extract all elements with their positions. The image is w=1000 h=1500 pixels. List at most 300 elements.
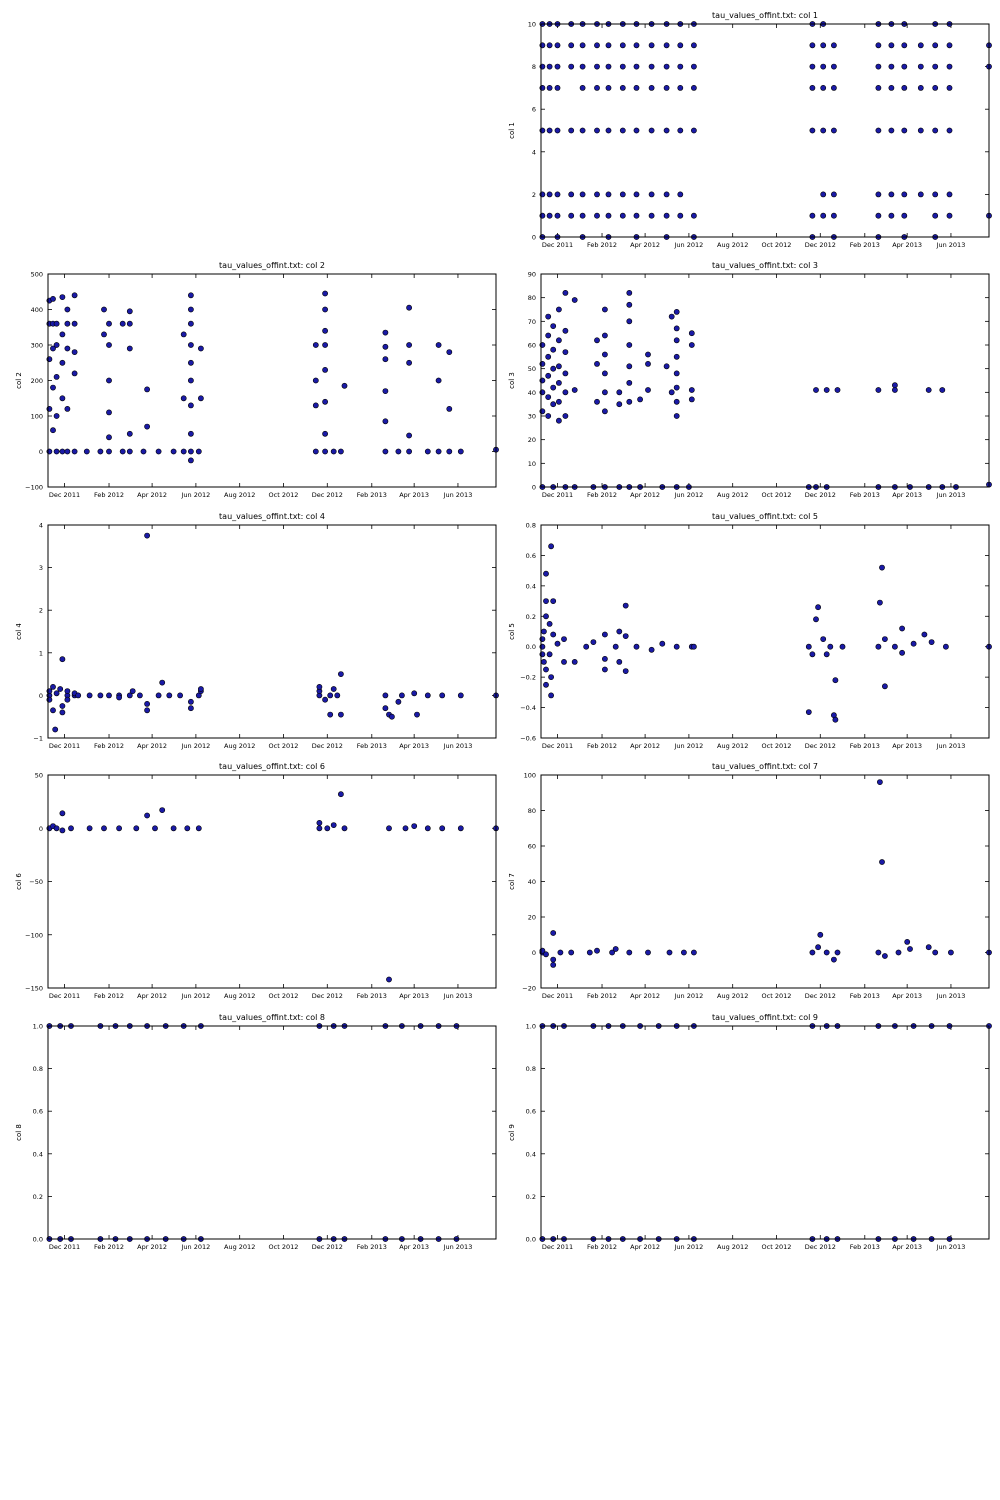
x-tick-label: Feb 2013 <box>849 992 880 1000</box>
y-tick-label: 1.0 <box>32 1022 43 1031</box>
data-point <box>678 128 683 133</box>
data-point <box>72 371 77 376</box>
data-point <box>572 659 577 664</box>
data-point <box>383 330 388 335</box>
data-point <box>667 950 672 955</box>
data-point <box>620 64 625 69</box>
data-point <box>664 364 669 369</box>
x-tick-label: Feb 2013 <box>356 742 387 750</box>
data-point <box>338 792 343 797</box>
data-point <box>627 380 632 385</box>
plot-frame <box>541 274 989 487</box>
y-tick-label: 1.0 <box>525 1022 536 1031</box>
data-point <box>181 332 186 337</box>
data-point <box>876 192 881 197</box>
data-point <box>563 350 568 355</box>
x-tick-label: Feb 2013 <box>849 491 880 499</box>
x-tick-label: Jun 2013 <box>443 992 473 1000</box>
chart-title: tau_values_offint.txt: col 2 <box>219 261 325 270</box>
x-tick-label: Jun 2013 <box>443 742 473 750</box>
y-tick-label: 0.8 <box>525 1065 536 1074</box>
data-point <box>436 378 441 383</box>
data-point <box>634 85 639 90</box>
data-point <box>948 950 953 955</box>
data-point <box>551 632 556 637</box>
x-tick-label: Feb 2012 <box>586 992 618 1000</box>
data-point <box>551 347 556 352</box>
data-point <box>458 693 463 698</box>
y-axis-label: col 7 <box>508 873 516 890</box>
data-point <box>933 85 938 90</box>
data-point <box>613 946 618 951</box>
data-point <box>664 43 669 48</box>
data-point <box>691 128 696 133</box>
data-point <box>65 689 70 694</box>
data-point <box>810 85 815 90</box>
data-point <box>896 950 901 955</box>
data-point <box>145 708 150 713</box>
x-tick-label: Jun 2013 <box>936 241 966 249</box>
data-point <box>833 717 838 722</box>
data-point <box>342 826 347 831</box>
x-tick-label: Apr 2013 <box>399 491 430 499</box>
data-point <box>691 85 696 90</box>
data-point <box>425 449 430 454</box>
data-point <box>323 291 328 296</box>
data-point <box>117 695 122 700</box>
data-point <box>563 290 568 295</box>
x-tick-label: Dec 2011 <box>541 742 574 750</box>
data-point <box>335 693 340 698</box>
y-tick-label: 200 <box>30 377 43 385</box>
chart-title: tau_values_offint.txt: col 4 <box>219 512 325 521</box>
x-tick-label: Oct 2012 <box>268 491 299 499</box>
data-point <box>440 826 445 831</box>
data-point <box>84 449 89 454</box>
y-tick-label: 300 <box>30 341 43 350</box>
data-point <box>323 431 328 436</box>
data-point <box>627 364 632 369</box>
data-point <box>551 962 556 967</box>
y-tick-label: 3 <box>38 564 43 573</box>
x-tick-label: Aug 2012 <box>717 992 749 1000</box>
data-point <box>602 333 607 338</box>
data-point <box>551 957 556 962</box>
y-tick-label: 0.6 <box>525 551 536 560</box>
data-point <box>331 823 336 828</box>
data-point <box>580 64 585 69</box>
data-point <box>580 213 585 218</box>
data-point <box>188 307 193 312</box>
data-point <box>674 371 679 376</box>
data-point <box>106 410 111 415</box>
data-point <box>188 458 193 463</box>
data-point <box>383 357 388 362</box>
data-point <box>396 699 401 704</box>
y-tick-label: 0 <box>531 949 536 957</box>
y-tick-label: 0 <box>38 691 43 700</box>
chart-title: tau_values_offint.txt: col 9 <box>712 1013 818 1022</box>
data-point <box>551 385 556 390</box>
x-tick-label: Feb 2013 <box>849 241 880 249</box>
data-point <box>876 387 881 392</box>
chart-title: tau_values_offint.txt: col 8 <box>219 1013 325 1022</box>
data-point <box>933 128 938 133</box>
data-point <box>313 449 318 454</box>
data-point <box>127 431 132 436</box>
x-tick-label: Oct 2012 <box>761 742 792 750</box>
data-point <box>323 307 328 312</box>
data-point <box>620 128 625 133</box>
chart-panel-1 <box>508 11 992 249</box>
data-point <box>926 387 931 392</box>
chart-panel-7 <box>508 762 992 1000</box>
y-tick-label: 80 <box>527 807 536 815</box>
y-tick-label: −0.4 <box>520 704 536 713</box>
data-point <box>606 43 611 48</box>
data-point <box>674 385 679 390</box>
data-point <box>933 192 938 197</box>
data-point <box>594 361 599 366</box>
data-point <box>60 360 65 365</box>
data-point <box>922 632 927 637</box>
y-tick-label: 70 <box>527 317 536 326</box>
y-tick-label: 0.6 <box>32 1107 43 1116</box>
data-point <box>933 64 938 69</box>
data-points <box>47 291 499 463</box>
chart-title: tau_values_offint.txt: col 6 <box>219 762 325 771</box>
y-tick-label: 100 <box>523 771 536 780</box>
data-point <box>602 352 607 357</box>
data-point <box>399 693 404 698</box>
data-point <box>127 449 132 454</box>
data-point <box>876 85 881 90</box>
data-point <box>555 43 560 48</box>
x-tick-label: Feb 2012 <box>586 241 618 249</box>
y-tick-label: 80 <box>527 294 536 303</box>
data-point <box>407 360 412 365</box>
data-point <box>569 950 574 955</box>
data-point <box>72 321 77 326</box>
data-point <box>547 43 552 48</box>
x-tick-label: Oct 2012 <box>268 1243 299 1251</box>
x-tick-label: Oct 2012 <box>761 491 792 499</box>
data-point <box>65 346 70 351</box>
data-point <box>879 859 884 864</box>
data-point <box>325 826 330 831</box>
x-tick-label: Oct 2012 <box>268 742 299 750</box>
y-tick-label: 400 <box>30 306 43 314</box>
chart-title: tau_values_offint.txt: col 7 <box>712 762 818 771</box>
data-point <box>617 390 622 395</box>
data-point <box>328 693 333 698</box>
x-tick-label: Dec 2012 <box>311 1243 343 1251</box>
data-point <box>669 314 674 319</box>
data-point <box>674 644 679 649</box>
data-point <box>549 693 554 698</box>
x-tick-label: Apr 2013 <box>399 1243 430 1251</box>
x-tick-label: Aug 2012 <box>224 1243 256 1251</box>
data-point <box>940 387 945 392</box>
data-point <box>606 128 611 133</box>
data-point <box>911 641 916 646</box>
data-point <box>824 950 829 955</box>
data-point <box>556 364 561 369</box>
data-point <box>425 693 430 698</box>
data-point <box>840 644 845 649</box>
data-point <box>407 449 412 454</box>
data-point <box>821 637 826 642</box>
plot-frame <box>541 775 989 988</box>
data-point <box>551 930 556 935</box>
data-point <box>691 644 696 649</box>
data-point <box>556 307 561 312</box>
data-point <box>447 449 452 454</box>
data-point <box>816 605 821 610</box>
data-point <box>645 352 650 357</box>
plot-frame <box>48 775 496 988</box>
plot-frame <box>48 1026 496 1239</box>
data-point <box>65 697 70 702</box>
y-tick-label: 40 <box>527 388 536 397</box>
data-point <box>810 64 815 69</box>
data-point <box>72 350 77 355</box>
data-point <box>900 626 905 631</box>
x-tick-label: Apr 2012 <box>630 992 661 1000</box>
data-point <box>563 371 568 376</box>
data-point <box>383 693 388 698</box>
data-point <box>317 684 322 689</box>
data-point <box>331 449 336 454</box>
data-point <box>876 64 881 69</box>
data-point <box>831 957 836 962</box>
data-point <box>198 346 203 351</box>
x-tick-label: Dec 2012 <box>804 1243 836 1251</box>
x-tick-label: Apr 2013 <box>892 742 923 750</box>
x-tick-label: Dec 2012 <box>311 491 343 499</box>
y-tick-label: 0.8 <box>525 521 536 530</box>
data-point <box>551 402 556 407</box>
data-point <box>649 213 654 218</box>
data-point <box>649 192 654 197</box>
data-point <box>810 128 815 133</box>
data-point <box>188 449 193 454</box>
x-tick-label: Aug 2012 <box>717 491 749 499</box>
data-point <box>821 213 826 218</box>
data-point <box>691 64 696 69</box>
data-point <box>60 828 65 833</box>
data-point <box>831 43 836 48</box>
data-point <box>547 64 552 69</box>
data-point <box>127 346 132 351</box>
data-point <box>918 192 923 197</box>
y-axis-label: col 1 <box>508 122 516 139</box>
data-point <box>660 641 665 646</box>
data-point <box>580 85 585 90</box>
data-point <box>933 950 938 955</box>
data-point <box>407 305 412 310</box>
data-point <box>106 342 111 347</box>
data-point <box>386 826 391 831</box>
data-point <box>543 571 548 576</box>
x-tick-label: Apr 2012 <box>630 742 661 750</box>
x-tick-label: Dec 2011 <box>48 992 81 1000</box>
data-point <box>810 950 815 955</box>
data-point <box>555 128 560 133</box>
data-point <box>50 385 55 390</box>
data-point <box>120 321 125 326</box>
x-tick-label: Feb 2012 <box>93 992 125 1000</box>
x-tick-label: Apr 2012 <box>630 1243 661 1251</box>
data-point <box>569 64 574 69</box>
data-point <box>882 684 887 689</box>
data-point <box>902 192 907 197</box>
data-point <box>447 350 452 355</box>
x-tick-label: Dec 2012 <box>804 992 836 1000</box>
data-point <box>171 826 176 831</box>
x-tick-label: Dec 2011 <box>541 992 574 1000</box>
data-point <box>627 399 632 404</box>
y-tick-label: 50 <box>34 771 43 780</box>
y-tick-label: −1 <box>33 734 43 743</box>
data-point <box>645 361 650 366</box>
data-point <box>563 390 568 395</box>
data-point <box>546 314 551 319</box>
data-point <box>882 637 887 642</box>
data-point <box>338 672 343 677</box>
x-tick-label: Oct 2012 <box>761 1243 792 1251</box>
x-tick-label: Dec 2012 <box>804 491 836 499</box>
data-points <box>540 544 992 723</box>
y-axis-label: col 3 <box>508 372 516 389</box>
plot-frame <box>48 525 496 738</box>
x-tick-label: Apr 2012 <box>137 1243 168 1251</box>
data-point <box>317 826 322 831</box>
x-tick-label: Apr 2012 <box>630 241 661 249</box>
data-point <box>555 85 560 90</box>
data-point <box>674 309 679 314</box>
data-point <box>674 338 679 343</box>
data-point <box>876 950 881 955</box>
data-point <box>547 85 552 90</box>
data-point <box>580 128 585 133</box>
data-point <box>181 396 186 401</box>
plot-frame <box>541 1026 989 1239</box>
data-point <box>188 403 193 408</box>
data-point <box>892 383 897 388</box>
data-point <box>551 366 556 371</box>
chart-panel-8 <box>15 1013 496 1251</box>
data-point <box>877 780 882 785</box>
y-tick-label: 40 <box>527 878 536 886</box>
data-point <box>947 43 952 48</box>
data-point <box>638 397 643 402</box>
data-point <box>555 641 560 646</box>
data-point <box>563 328 568 333</box>
data-point <box>543 614 548 619</box>
y-tick-label: −0.6 <box>520 734 536 743</box>
y-tick-label: 30 <box>527 412 536 421</box>
data-point <box>412 691 417 696</box>
data-point <box>65 307 70 312</box>
data-point <box>396 449 401 454</box>
chart-panel-6 <box>15 762 499 1000</box>
data-point <box>649 85 654 90</box>
y-tick-label: 2 <box>38 606 43 615</box>
data-point <box>555 192 560 197</box>
x-tick-label: Jun 2012 <box>674 742 704 750</box>
y-tick-label: 50 <box>527 365 536 374</box>
data-point <box>879 565 884 570</box>
y-tick-label: 0 <box>531 483 536 492</box>
data-point <box>561 659 566 664</box>
data-point <box>54 321 59 326</box>
data-point <box>54 342 59 347</box>
data-point <box>58 686 63 691</box>
y-tick-label: 60 <box>527 341 536 350</box>
data-point <box>623 634 628 639</box>
data-point <box>889 192 894 197</box>
data-point <box>892 387 897 392</box>
data-point <box>323 342 328 347</box>
y-tick-label: 4 <box>531 148 536 157</box>
x-tick-label: Jun 2012 <box>181 491 211 499</box>
data-point <box>926 945 931 950</box>
data-point <box>546 354 551 359</box>
data-point <box>556 338 561 343</box>
data-point <box>386 977 391 982</box>
data-point <box>623 669 628 674</box>
data-point <box>196 826 201 831</box>
data-point <box>902 85 907 90</box>
data-point <box>60 332 65 337</box>
data-point <box>563 413 568 418</box>
x-tick-label: Dec 2012 <box>804 241 836 249</box>
data-point <box>674 399 679 404</box>
data-point <box>831 192 836 197</box>
data-point <box>821 192 826 197</box>
data-point <box>338 449 343 454</box>
x-tick-label: Apr 2012 <box>137 491 168 499</box>
data-point <box>54 449 59 454</box>
data-points <box>47 1023 459 1241</box>
y-tick-label: 2 <box>531 190 536 199</box>
data-point <box>634 43 639 48</box>
data-point <box>678 85 683 90</box>
data-point <box>185 826 190 831</box>
data-point <box>127 309 132 314</box>
data-point <box>101 826 106 831</box>
data-point <box>331 686 336 691</box>
data-point <box>68 826 73 831</box>
x-tick-label: Apr 2012 <box>630 491 661 499</box>
data-point <box>627 950 632 955</box>
data-point <box>178 693 183 698</box>
x-tick-label: Jun 2013 <box>936 491 966 499</box>
x-tick-label: Dec 2012 <box>311 742 343 750</box>
x-tick-label: Aug 2012 <box>717 1243 749 1251</box>
plot-frame <box>541 525 989 738</box>
data-point <box>889 213 894 218</box>
data-point <box>546 333 551 338</box>
data-point <box>160 808 165 813</box>
data-point <box>436 342 441 347</box>
data-point <box>65 406 70 411</box>
data-point <box>634 213 639 218</box>
data-point <box>821 85 826 90</box>
y-tick-label: 0.0 <box>525 1235 536 1244</box>
y-tick-label: −100 <box>25 931 43 940</box>
